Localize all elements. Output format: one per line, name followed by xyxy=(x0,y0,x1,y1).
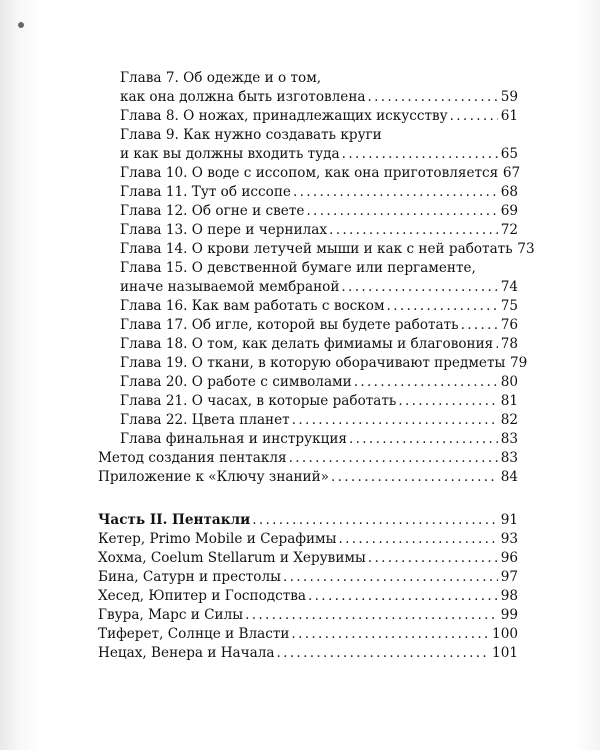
toc-entry xyxy=(98,221,518,240)
dot-leader xyxy=(342,145,498,164)
toc-page-number: 98 xyxy=(500,588,518,604)
toc-entry-title: Глава 21. О часах, в которые работать xyxy=(120,393,397,409)
toc-entry xyxy=(98,107,518,126)
toc-entry xyxy=(98,468,518,487)
toc-page-number: 65 xyxy=(500,146,518,162)
toc-entry xyxy=(98,164,521,183)
toc-entry xyxy=(98,259,518,297)
toc-entry-title: Гвура, Марс и Силы xyxy=(98,607,244,623)
toc-entry-title-line2: и как вы должны входить туда xyxy=(120,146,340,162)
dot-leader xyxy=(289,449,498,468)
toc-page-number: 76 xyxy=(500,317,518,333)
dot-leader xyxy=(450,107,498,126)
dot-leader xyxy=(368,88,499,107)
toc-entry-title: Глава 11. Тут об иссопе xyxy=(120,184,291,200)
toc-entry-title: Хохма, Coelum Stellarum и Херувимы xyxy=(98,550,366,566)
dot-leader xyxy=(368,549,498,568)
section-gap xyxy=(98,487,518,511)
toc-page-number: 101 xyxy=(492,645,518,661)
toc-entry xyxy=(98,568,518,587)
toc-page-number: 59 xyxy=(500,89,518,105)
toc-page-number: 81 xyxy=(500,393,518,409)
margin-mark xyxy=(18,22,24,28)
toc-entry-title: Метод создания пентакля xyxy=(98,450,287,466)
toc-entry xyxy=(98,606,518,625)
toc-page-number: 97 xyxy=(500,569,518,585)
toc-entry-title: Глава 16. Как вам работать с воском xyxy=(120,298,385,314)
toc-part-heading xyxy=(98,511,518,530)
dot-leader xyxy=(354,373,498,392)
toc-entry-title: Глава 22. Цвета планет xyxy=(120,412,290,428)
toc-entry-title: Тиферет, Солнце и Власти xyxy=(98,626,290,642)
toc-entry xyxy=(98,69,518,107)
toc-entry-title: Глава 19. О ткани, в которую оборачивают предметы xyxy=(120,355,506,371)
toc-page-number: 67 xyxy=(502,165,521,181)
toc-page-number: 61 xyxy=(500,108,518,124)
dot-leader xyxy=(308,587,498,606)
toc-page-number: 80 xyxy=(500,374,518,390)
toc-entry xyxy=(98,297,518,316)
dot-leader xyxy=(341,278,498,297)
dot-leader xyxy=(495,335,498,354)
toc-entry-title: Глава 13. О пере и чернилах xyxy=(120,222,328,238)
toc-entry-title: Нецах, Венера и Начала xyxy=(98,645,275,661)
dot-leader xyxy=(292,411,498,430)
toc-entry xyxy=(98,240,535,259)
toc-entry xyxy=(98,373,518,392)
toc-page-number: 82 xyxy=(500,412,518,428)
toc-page-number: 93 xyxy=(500,531,518,547)
toc-entry-title: Хесед, Юпитер и Господства xyxy=(98,588,307,604)
toc-page-number: 83 xyxy=(500,431,518,447)
dot-leader xyxy=(306,202,498,221)
toc-page-number: 75 xyxy=(500,298,518,314)
table-of-contents xyxy=(98,69,535,663)
toc-entry-title: Глава 8. О ножах, принадлежащих искусству xyxy=(120,108,448,124)
toc-part-title: Часть II. Пентакли xyxy=(98,512,251,528)
toc-page-number: 69 xyxy=(500,203,518,219)
toc-entry xyxy=(98,316,518,335)
toc-entry-title: Глава финальная и инструкция xyxy=(120,431,347,447)
toc-entry xyxy=(98,354,528,373)
toc-page-number: 84 xyxy=(500,469,518,485)
dot-leader xyxy=(349,430,498,449)
toc-entry xyxy=(98,549,518,568)
toc-page-number: 73 xyxy=(517,241,535,257)
dot-leader xyxy=(387,297,498,316)
dot-leader xyxy=(293,183,498,202)
toc-entry-title-line2: как она должна быть изготовлена xyxy=(120,89,366,105)
dot-leader xyxy=(291,625,490,644)
toc-entry xyxy=(98,644,518,663)
toc-entry-title: Кетер, Primo Mobile и Серафимы xyxy=(98,531,337,547)
toc-page-number: 78 xyxy=(500,336,518,352)
toc-page-number: 68 xyxy=(500,184,518,200)
toc-entry-title: Глава 18. О том, как делать фимиамы и благовония xyxy=(120,336,494,352)
toc-entry-title-line2: иначе называемой мембраной xyxy=(120,279,340,295)
dot-leader xyxy=(398,392,498,411)
toc-page-number: 79 xyxy=(510,355,528,371)
toc-page-number: 99 xyxy=(500,607,518,623)
toc-page-number: 74 xyxy=(500,279,518,295)
dot-leader xyxy=(252,511,498,530)
dot-leader xyxy=(329,221,498,240)
toc-entry xyxy=(98,183,518,202)
toc-page-number: 96 xyxy=(500,550,518,566)
toc-page-number: 72 xyxy=(500,222,518,238)
toc-entry-title: Глава 17. Об игле, которой вы будете работать xyxy=(120,317,459,333)
dot-leader xyxy=(338,530,498,549)
toc-entry-title: Бина, Сатурн и престолы xyxy=(98,569,281,585)
toc-entry-title: Глава 12. Об огне и свете xyxy=(120,203,305,219)
toc-page-number: 83 xyxy=(500,450,518,466)
dot-leader xyxy=(461,316,498,335)
toc-entry xyxy=(98,530,518,549)
toc-page-number: 91 xyxy=(500,512,518,528)
toc-entry xyxy=(98,587,518,606)
toc-entry xyxy=(98,126,518,164)
toc-entry-title: Приложение к «Ключу знаний» xyxy=(98,469,329,485)
toc-entry-title: Глава 20. О работе с символами xyxy=(120,374,352,390)
toc-entry-title-line1: Глава 9. Как нужно создавать круги xyxy=(120,127,382,143)
toc-entry xyxy=(98,335,518,354)
toc-entry xyxy=(98,392,518,411)
toc-entry xyxy=(98,449,518,468)
toc-entry-title-line1: Глава 15. О девственной бумаге или пергаменте, xyxy=(120,260,476,276)
toc-entry xyxy=(98,625,518,644)
toc-entry-title: Глава 14. О крови летучей мыши и как с ней работать xyxy=(120,241,513,257)
toc-entry-title-line1: Глава 7. Об одежде и о том, xyxy=(120,70,322,86)
dot-leader xyxy=(283,568,498,587)
dot-leader xyxy=(245,606,498,625)
dot-leader xyxy=(277,644,491,663)
toc-page-number: 100 xyxy=(492,626,518,642)
toc-entry-title: Глава 10. О воде с иссопом, как она приготовляется xyxy=(120,165,499,181)
toc-entry xyxy=(98,202,518,221)
dot-leader xyxy=(331,468,498,487)
toc-entry xyxy=(98,430,518,449)
toc-entry xyxy=(98,411,518,430)
